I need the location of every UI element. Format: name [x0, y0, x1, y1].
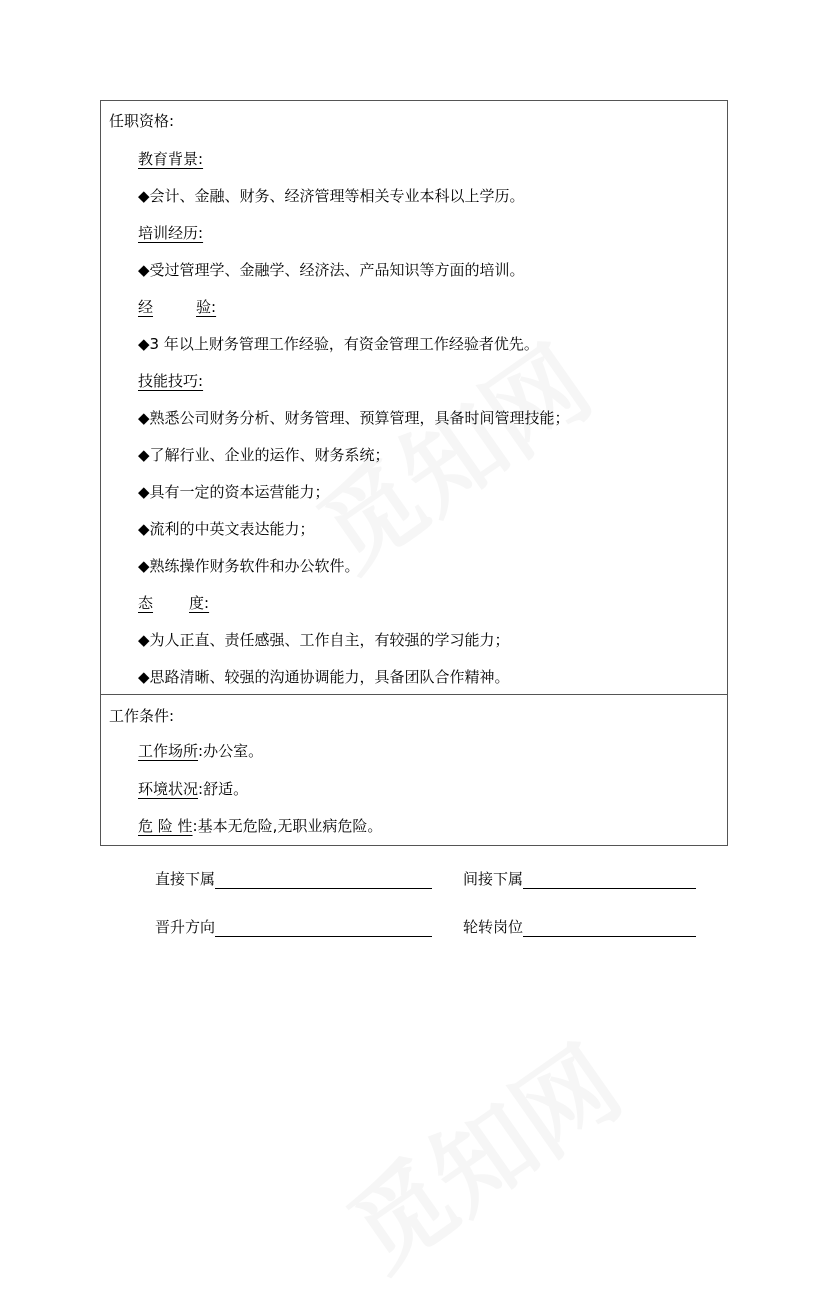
qualifications-section	[100, 100, 728, 695]
place-value: :办公室。	[198, 742, 264, 760]
conditions-section	[100, 693, 728, 846]
training-label: 培训经历:	[138, 224, 204, 242]
risk-row	[138, 816, 382, 836]
environment-value: :舒适。	[198, 780, 249, 798]
direct-subordinate-label: 直接下属	[155, 870, 216, 888]
skills-item: ◆流利的中英文表达能力；	[138, 520, 315, 538]
attitude-item: ◆思路清晰、较强的沟通协调能力，具备团队合作精神。	[138, 668, 510, 686]
experience-item: ◆3 年以上财务管理工作经验，有资金管理工作经验者优先。	[138, 335, 539, 353]
attitude-item: ◆为人正直、责任感强、工作自主，有较强的学习能力；	[138, 631, 510, 649]
education-label: 教育背景:	[138, 150, 204, 168]
skills-item: ◆熟练操作财务软件和办公软件。	[138, 557, 360, 575]
conditions-heading: 工作条件:	[109, 707, 175, 725]
rotation-blank[interactable]	[523, 918, 696, 937]
skills-label: 技能技巧:	[138, 372, 204, 390]
rotation-label: 轮转岗位	[463, 918, 524, 936]
skills-item: ◆熟悉公司财务分析、财务管理、预算管理，具备时间管理技能；	[138, 409, 570, 427]
direct-subordinate-blank[interactable]	[215, 870, 432, 889]
watermark	[316, 1007, 644, 1297]
direct-subordinate-field	[155, 869, 432, 889]
training-item: ◆受过管理学、金融学、经济法、产品知识等方面的培训。	[138, 261, 525, 279]
place-row	[138, 741, 263, 761]
environment-label: 环境状况	[138, 780, 199, 798]
attitude-label: 态 度:	[138, 594, 210, 612]
indirect-subordinate-field	[463, 869, 696, 889]
qualifications-heading: 任职资格:	[109, 112, 175, 130]
risk-label: 危 险 性	[138, 817, 193, 835]
environment-row	[138, 779, 248, 799]
promotion-blank[interactable]	[215, 918, 432, 937]
skills-item: ◆具有一定的资本运营能力；	[138, 483, 330, 501]
promotion-field	[155, 917, 432, 937]
skills-item: ◆了解行业、企业的运作、财务系统；	[138, 446, 390, 464]
education-item: ◆会计、金融、财务、经济管理等相关专业本科以上学历。	[138, 187, 525, 205]
place-label: 工作场所	[138, 742, 199, 760]
rotation-field	[463, 917, 696, 937]
experience-label: 经 验:	[138, 298, 217, 316]
indirect-subordinate-blank[interactable]	[523, 870, 696, 889]
indirect-subordinate-label: 间接下属	[463, 870, 524, 888]
promotion-label: 晋升方向	[155, 918, 216, 936]
risk-value: :基本无危险,无职业病危险。	[192, 817, 383, 835]
